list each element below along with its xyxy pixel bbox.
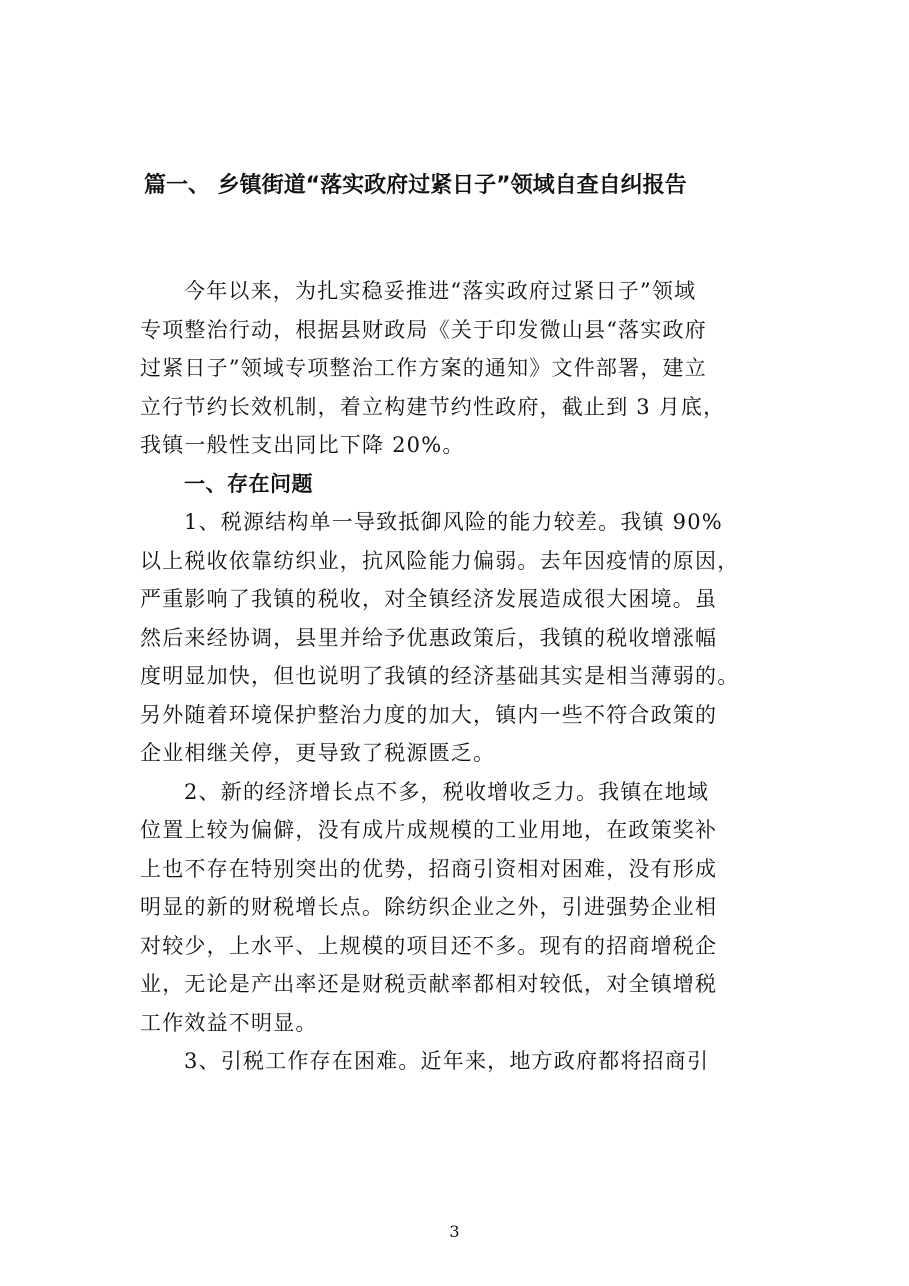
paragraph-line: 今年以来，为扎实稳妥推进“落实政府过紧日子”领域 <box>184 279 697 303</box>
paragraph-line: 业，无论是产出率还是财税贡献率都相对较低，对全镇增税 <box>140 972 718 996</box>
paragraph-line: 过紧日子”领域专项整治工作方案的通知》文件部署，建立 <box>140 356 707 380</box>
paragraph-line: 企业相继关停，更导致了税源匮乏。 <box>140 741 496 765</box>
paragraph-line: 对较少，上水平、上规模的项目还不多。现有的招商增税企 <box>140 933 718 958</box>
paragraph-line: 2、新的经济增长点不多，税收增收乏力。我镇在地域 <box>184 779 710 804</box>
document-body <box>140 272 780 1081</box>
paragraph-line: 以上税收依靠纺织业，抗风险能力偏弱。去年因疫情的原因， <box>140 548 740 573</box>
paragraph-line: 我镇一般性支出同比下降 20%。 <box>140 433 465 457</box>
paragraph-line: 立行节约长效机制，着立构建节约性政府，截止到 3 月底， <box>140 394 726 419</box>
paragraph-line: 另外随着环境保护整治力度的加大，镇内一些不符合政策的 <box>140 702 718 727</box>
paragraph-line: 专项整治行动，根据县财政局《关于印发微山县“落实政府 <box>140 317 707 342</box>
paragraph-line: 明显的新的财税增长点。除纺织企业之外，引进强势企业相 <box>140 895 718 919</box>
page-number: 3 <box>449 1222 460 1241</box>
paragraph-line: 上也不存在特别突出的优势，招商引资相对困难，没有形成 <box>140 856 718 881</box>
paragraph-line: 然后来经协调，县里并给予优惠政策后，我镇的税收增涨幅 <box>140 625 718 650</box>
document-title: 篇一、 乡镇街道“落实政府过紧日子”领域自查自纠报告 <box>144 173 687 198</box>
paragraph-line: 严重影响了我镇的税收，对全镇经济发展造成很大困境。虽 <box>140 587 718 611</box>
paragraph-line: 1、税源结构单一导致抵御风险的能力较差。我镇 90% <box>184 510 723 534</box>
paragraph-line: 工作效益不明显。 <box>140 1010 318 1035</box>
section-heading: 一、存在问题 <box>184 471 313 496</box>
paragraph-line: 度明显加快，但也说明了我镇的经济基础其实是相当薄弱的。 <box>140 664 740 688</box>
paragraph-line: 3、引税工作存在困难。近年来，地方政府都将招商引 <box>184 1049 710 1073</box>
paragraph-line: 位置上较为偏僻，没有成片成规模的工业用地，在政策奖补 <box>140 818 718 842</box>
